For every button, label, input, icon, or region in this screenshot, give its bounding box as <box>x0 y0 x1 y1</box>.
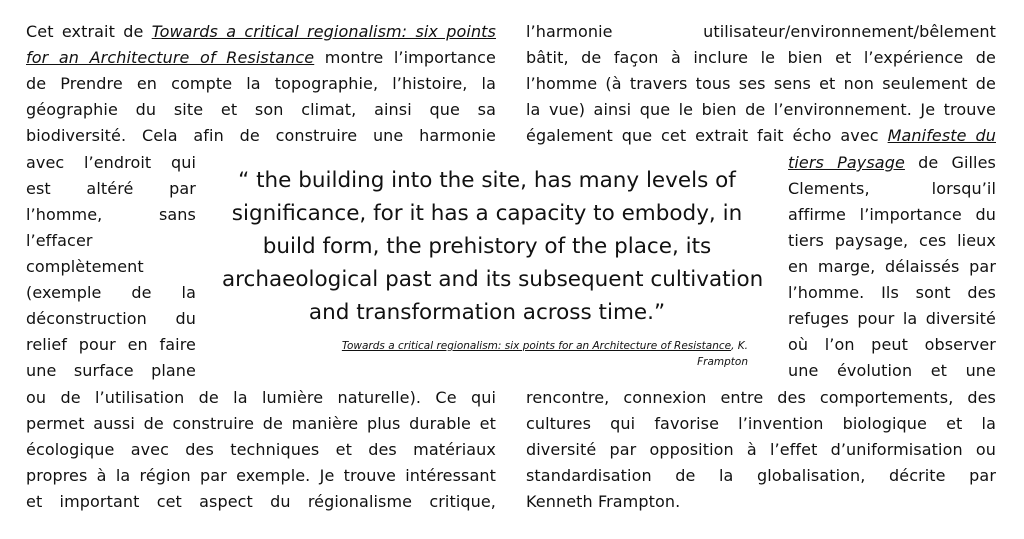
text-line: où l’on peut observer <box>788 335 996 354</box>
text-line: la vue) ainsi que le bien de l’environnement. Je trouve <box>526 100 996 119</box>
source-author: , K. <box>731 340 748 352</box>
text-line: biodiversité. Cela afin de construire une harmonie <box>26 126 496 145</box>
book-title: Towards a critical regionalism: six points <box>151 22 496 41</box>
text-line: (exemple de la <box>26 283 196 302</box>
text-line: une surface plane <box>26 361 196 380</box>
text-line: permet aussi de construire de manière plus durable et <box>26 414 496 433</box>
text-line: tiers paysage, ces lieux <box>788 231 996 250</box>
book-title: for an Architecture of Resistance <box>26 48 315 67</box>
quote-line: and transformation across time.” <box>308 300 666 325</box>
text-line <box>26 48 496 69</box>
text-line: standardisation de la globalisation, décrite par <box>526 466 996 485</box>
text-line: cultures qui favorise l’invention biologique et la <box>526 414 996 433</box>
text-line: est altéré par <box>26 179 196 198</box>
text-run: également que cet extrait fait écho avec <box>526 126 888 145</box>
source-line <box>270 339 748 354</box>
text-line: avec l’endroit qui <box>26 153 196 172</box>
text-line: complètement <box>26 257 144 276</box>
text-line: rencontre, connexion entre des comportements, des <box>526 388 996 407</box>
text-line <box>526 126 996 147</box>
text-line: affirme l’importance du <box>788 205 996 224</box>
text-line: l’homme. Ils sont des <box>788 283 996 302</box>
book-title: tiers Paysage <box>788 153 905 172</box>
text-line: Clements, lorsqu’il <box>788 179 996 198</box>
text-line: en marge, délaissés par <box>788 257 996 276</box>
text-line: écologique avec des techniques et des matériaux <box>26 440 496 459</box>
source-line: Frampton <box>697 356 748 368</box>
text-run: de Gilles <box>904 153 996 172</box>
text-line: une évolution et une <box>788 361 996 380</box>
book-title: Manifeste du <box>887 126 996 145</box>
quote-line: archaeological past and its subsequent cultivation <box>222 267 764 292</box>
text-line: l’effacer <box>26 231 93 250</box>
text-line: de Prendre en compte la topographie, l’histoire, la <box>26 74 496 93</box>
quote-line: build form, the prehistory of the place, its <box>262 234 712 259</box>
text-line: Kenneth Frampton. <box>526 492 681 511</box>
text-line <box>788 153 996 174</box>
text-run: montre l’importance <box>314 48 496 67</box>
text-line: diversité par opposition à l’effet d’uniformisation ou <box>526 440 996 459</box>
text-line: refuges pour la diversité <box>788 309 996 328</box>
text-line: relief pour en faire <box>26 335 196 354</box>
text-line: bâtit, de façon à inclure le bien et l’expérience de <box>526 48 996 67</box>
text-line: ou de l’utilisation de la lumière naturelle). Ce qui <box>26 388 496 407</box>
text-line: propres à la région par exemple. Je trouve intéressant <box>26 466 496 485</box>
text-line: déconstruction du <box>26 309 196 328</box>
text-line: l’harmonie utilisateur/environnement/bêlement <box>526 22 996 41</box>
text-line <box>26 22 496 43</box>
quote-line: “ the building into the site, has many levels of <box>238 168 736 193</box>
text-run: Cet extrait de <box>26 22 152 41</box>
text-line: et important cet aspect du régionalisme critique, <box>26 492 496 511</box>
quote-line: significance, for it has a capacity to embody, in <box>231 201 743 226</box>
text-line: l’homme, sans <box>26 205 196 224</box>
text-line: géographie du site et son climat, ainsi que sa <box>26 100 496 119</box>
source-title: Towards a critical regionalism: six points for an Architecture of Resistance <box>341 340 732 352</box>
text-line: l’homme (à travers tous ses sens et non seulement de <box>526 74 996 93</box>
